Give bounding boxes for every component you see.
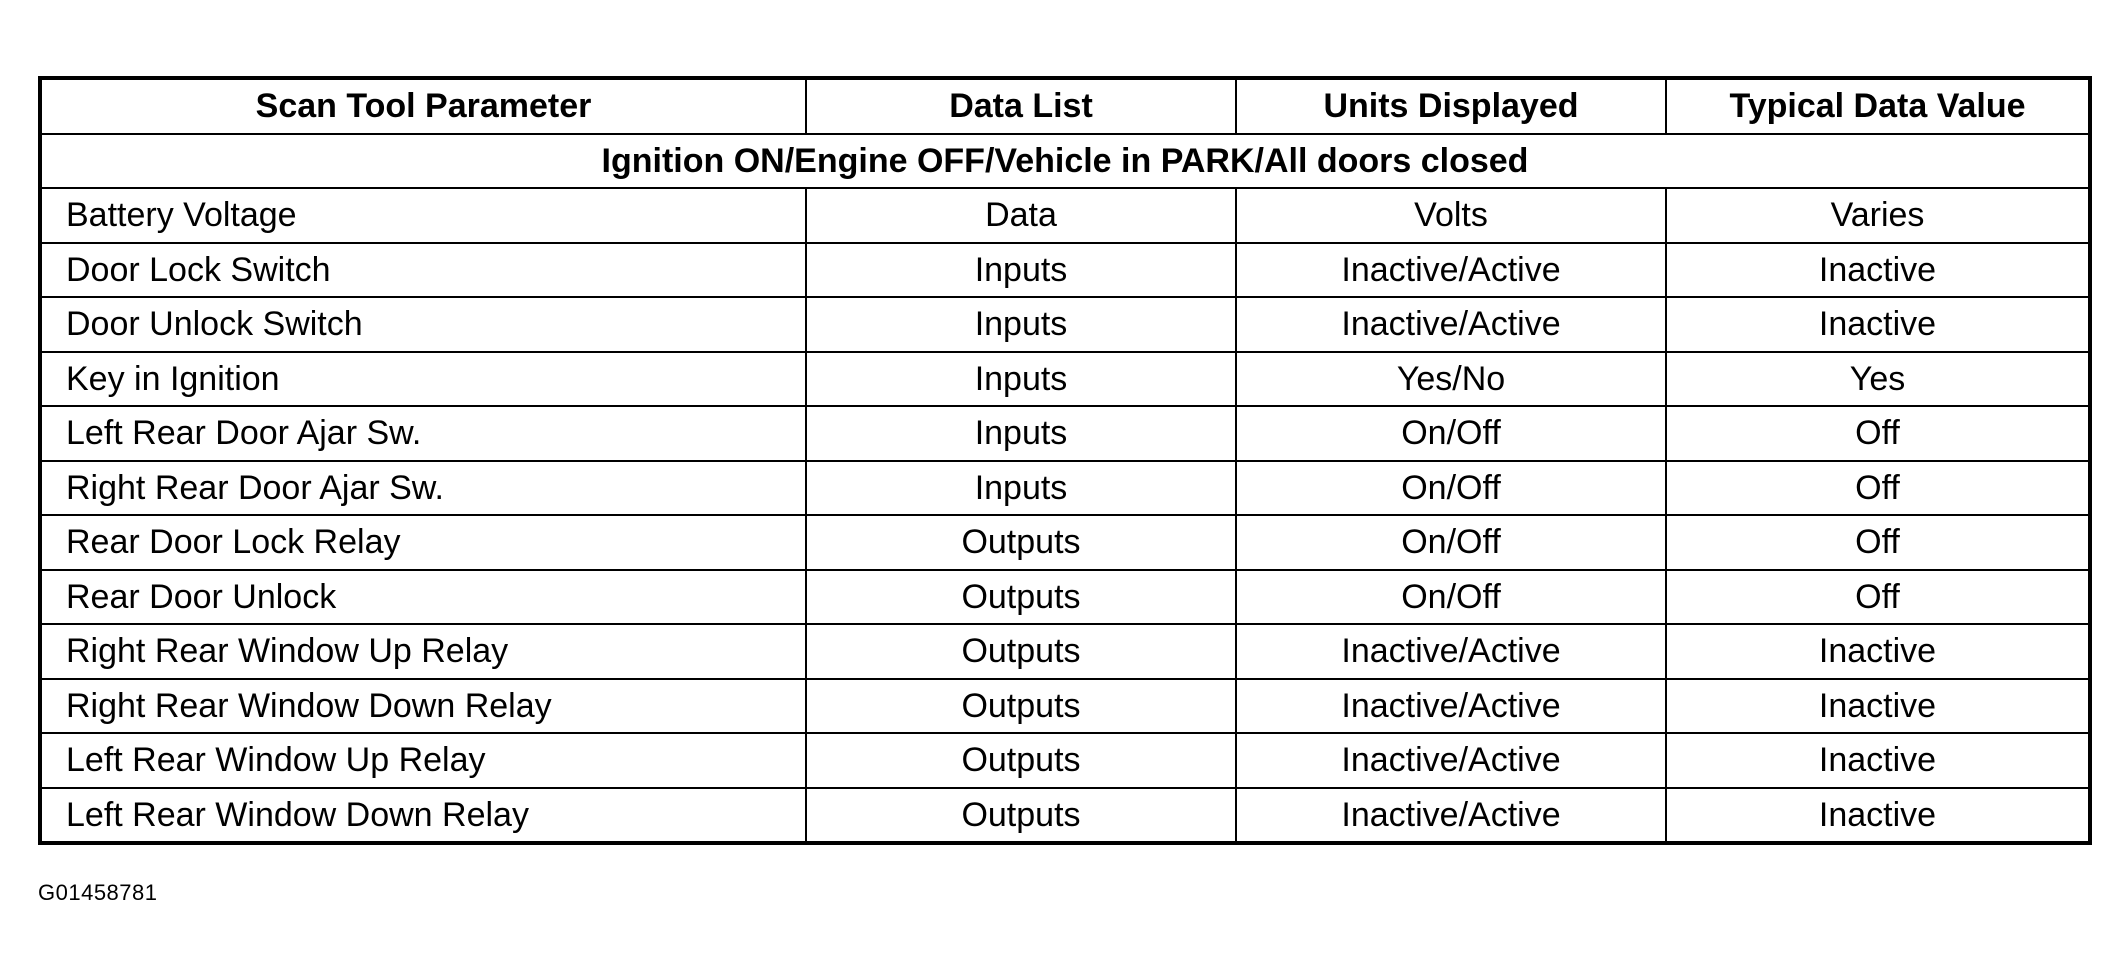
cell-typical-value: Off [1666,461,2090,516]
cell-parameter: Door Lock Switch [40,243,806,298]
cell-parameter: Right Rear Window Up Relay [40,624,806,679]
cell-parameter: Battery Voltage [40,188,806,243]
cell-data-list: Inputs [806,243,1236,298]
table-row [40,188,2090,243]
header-data-list: Data List [806,78,1236,134]
cell-units: Inactive/Active [1236,297,1666,352]
cell-parameter: Rear Door Unlock [40,570,806,625]
cell-typical-value: Off [1666,406,2090,461]
cell-typical-value: Inactive [1666,679,2090,734]
cell-parameter: Left Rear Window Down Relay [40,788,806,844]
cell-data-list: Inputs [806,406,1236,461]
table-row [40,788,2090,844]
cell-data-list: Inputs [806,297,1236,352]
header-row [40,78,2090,134]
table-row [40,679,2090,734]
cell-data-list: Inputs [806,461,1236,516]
cell-typical-value: Yes [1666,352,2090,407]
cell-data-list: Outputs [806,624,1236,679]
table-row [40,352,2090,407]
table-row [40,733,2090,788]
cell-units: Volts [1236,188,1666,243]
table-row [40,515,2090,570]
cell-data-list: Outputs [806,679,1236,734]
cell-units: Inactive/Active [1236,243,1666,298]
cell-parameter: Left Rear Window Up Relay [40,733,806,788]
cell-typical-value: Off [1666,515,2090,570]
cell-parameter: Key in Ignition [40,352,806,407]
cell-typical-value: Inactive [1666,733,2090,788]
cell-parameter: Right Rear Door Ajar Sw. [40,461,806,516]
cell-parameter: Left Rear Door Ajar Sw. [40,406,806,461]
cell-units: Yes/No [1236,352,1666,407]
table-row [40,624,2090,679]
cell-typical-value: Inactive [1666,624,2090,679]
cell-parameter: Rear Door Lock Relay [40,515,806,570]
cell-units: On/Off [1236,461,1666,516]
condition-label: Ignition ON/Engine OFF/Vehicle in PARK/All doors closed [40,134,2090,189]
cell-typical-value: Inactive [1666,243,2090,298]
table-row [40,461,2090,516]
cell-data-list: Outputs [806,570,1236,625]
cell-data-list: Outputs [806,733,1236,788]
table-row [40,297,2090,352]
cell-data-list: Inputs [806,352,1236,407]
table-row [40,406,2090,461]
table-body [40,134,2090,844]
cell-units: Inactive/Active [1236,788,1666,844]
figure-id: G01458781 [38,880,158,905]
cell-units: Inactive/Active [1236,679,1666,734]
table-row [40,570,2090,625]
cell-typical-value: Varies [1666,188,2090,243]
header-scan-tool-parameter: Scan Tool Parameter [40,78,806,134]
cell-data-list: Outputs [806,515,1236,570]
cell-units: Inactive/Active [1236,733,1666,788]
cell-units: On/Off [1236,406,1666,461]
cell-data-list: Outputs [806,788,1236,844]
cell-parameter: Right Rear Window Down Relay [40,679,806,734]
cell-units: On/Off [1236,570,1666,625]
cell-typical-value: Off [1666,570,2090,625]
header-typical-data-value: Typical Data Value [1666,78,2090,134]
cell-units: On/Off [1236,515,1666,570]
cell-typical-value: Inactive [1666,297,2090,352]
scan-tool-data-table [38,76,2092,845]
condition-row [40,134,2090,189]
cell-units: Inactive/Active [1236,624,1666,679]
cell-data-list: Data [806,188,1236,243]
header-units-displayed: Units Displayed [1236,78,1666,134]
cell-typical-value: Inactive [1666,788,2090,844]
table-row [40,243,2090,298]
cell-parameter: Door Unlock Switch [40,297,806,352]
